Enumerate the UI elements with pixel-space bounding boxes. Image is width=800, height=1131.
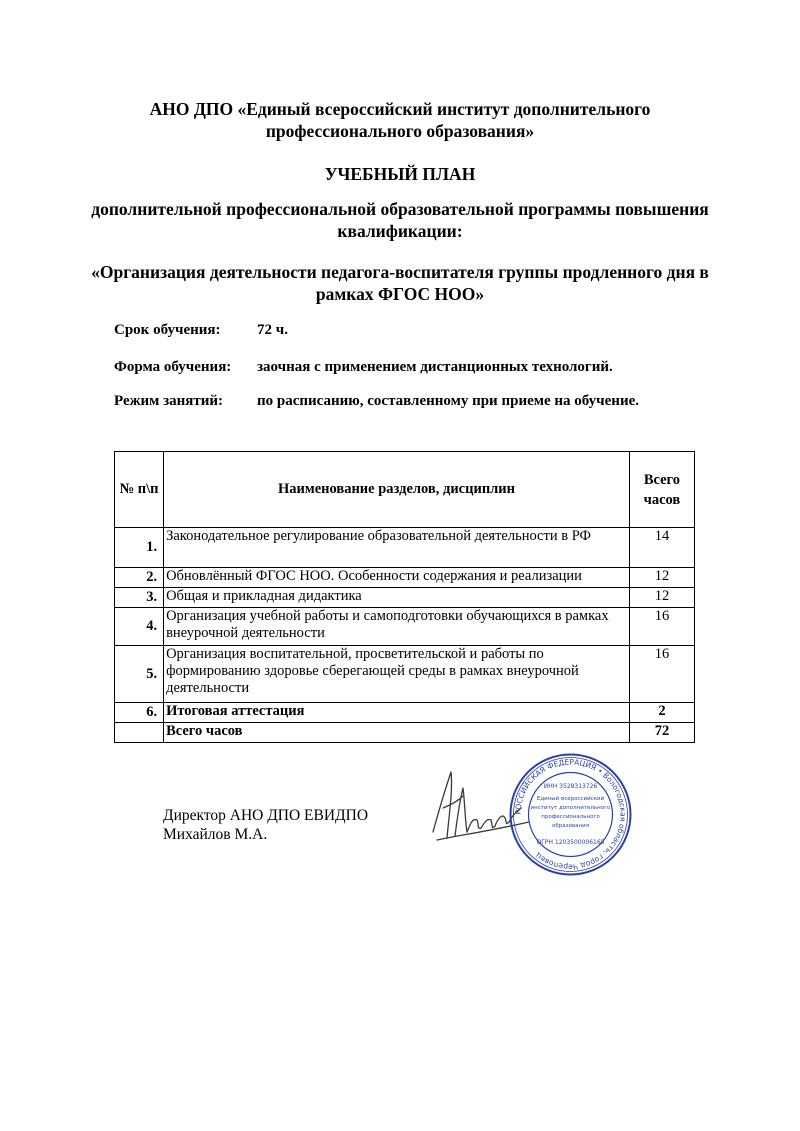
- row-number: 1.: [115, 528, 164, 568]
- stamp-inn: ИНН 3528313726: [543, 783, 598, 790]
- term-row: [114, 321, 288, 339]
- row-hours: 16: [629, 646, 694, 703]
- form-label: Форма обучения:: [114, 359, 232, 375]
- header-number: № п\п: [115, 452, 164, 528]
- row-hours: 16: [629, 608, 694, 646]
- stamp-ogrn: ОГРН 1203500006165: [536, 839, 605, 846]
- stamp-line1: Единый всероссийский: [536, 796, 605, 802]
- row-number: 3.: [115, 588, 164, 608]
- row-name: Законодательное регулирование образовательной деятельности в РФ: [164, 528, 630, 568]
- table-total-row: [115, 723, 695, 743]
- row-hours: 2: [629, 703, 694, 723]
- table-row: [115, 568, 695, 588]
- term-label: Срок обучения:: [114, 322, 221, 338]
- stamp-line3: профессионального: [541, 814, 600, 820]
- header-hours: Всего часов: [629, 452, 694, 528]
- mode-value: по расписанию, составленному при приеме на обучение.: [257, 393, 639, 409]
- total-number-cell: [115, 723, 164, 743]
- director-name: Михайлов М.А.: [163, 826, 268, 843]
- row-number: 6.: [115, 703, 164, 723]
- organization-title: АНО ДПО «Единый всероссийский институт дополнительного профессионального образования»: [149, 99, 651, 141]
- director-title: Директор АНО ДПО ЕВИДПО: [163, 807, 369, 824]
- total-value: 72: [629, 723, 694, 743]
- table-row: [115, 588, 695, 608]
- row-name: Организация учебной работы и самоподготовки обучающихся в рамках внеурочной деятельности: [164, 608, 630, 646]
- director-block: [163, 806, 368, 844]
- row-name: Организация воспитательной, просветительской и работы по формированию здоровье сберегающей среды в рамках внеурочной деятельности: [164, 646, 630, 703]
- table-row: [115, 703, 695, 723]
- stamp-line4: образования: [552, 823, 589, 829]
- organization-stamp: [508, 752, 633, 877]
- table-row: [115, 646, 695, 703]
- row-hours: 12: [629, 568, 694, 588]
- row-number: 4.: [115, 608, 164, 646]
- plan-title: УЧЕБНЫЙ ПЛАН: [324, 164, 476, 184]
- row-name: Итоговая аттестация: [164, 703, 630, 723]
- form-value: заочная с применением дистанционных технологий.: [257, 359, 613, 375]
- header-name: Наименование разделов, дисциплин: [164, 452, 630, 528]
- mode-row: [114, 392, 639, 410]
- row-number: 5.: [115, 646, 164, 703]
- table-header-row: [115, 452, 695, 528]
- row-hours: 12: [629, 588, 694, 608]
- row-hours: 14: [629, 528, 694, 568]
- total-label: Всего часов: [164, 723, 630, 743]
- program-subtitle: дополнительной профессиональной образовательной программы повышения квалификации:: [91, 199, 709, 241]
- curriculum-table: [114, 451, 695, 743]
- term-value: 72 ч.: [257, 322, 288, 338]
- row-number: 2.: [115, 568, 164, 588]
- row-name: Обновлённый ФГОС НОО. Особенности содержания и реализации: [164, 568, 630, 588]
- row-name: Общая и прикладная дидактика: [164, 588, 630, 608]
- stamp-outer-text: РОССИЙСКАЯ ФЕДЕРАЦИЯ • Вологодская область, город Череповец: [513, 757, 628, 872]
- table-row: [115, 528, 695, 568]
- mode-label: Режим занятий:: [114, 393, 224, 409]
- form-row: [114, 358, 613, 376]
- program-name: «Организация деятельности педагога-воспитателя группы продленного дня в рамках ФГОС НОО»: [91, 262, 709, 304]
- table-row: [115, 608, 695, 646]
- stamp-line2: институт дополнительного: [530, 805, 611, 811]
